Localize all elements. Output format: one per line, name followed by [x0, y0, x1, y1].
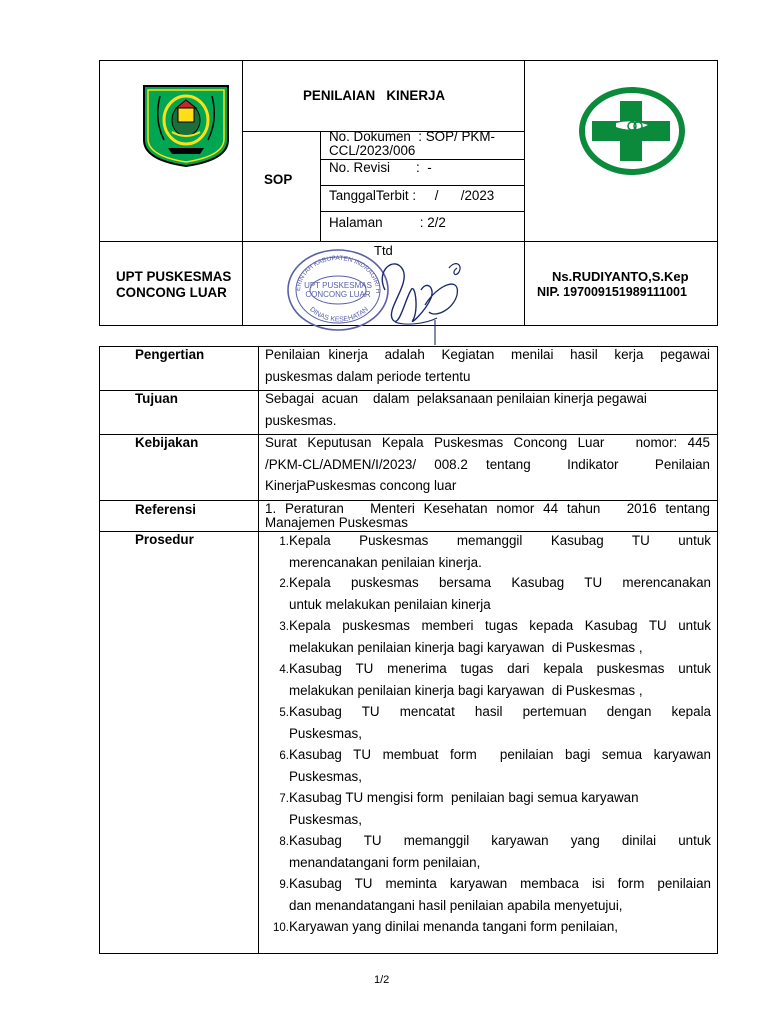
unit-name-line1: UPT PUSKESMAS: [116, 269, 232, 284]
stamp-bottom-text: DINAS KESEHATAN: [308, 305, 370, 324]
page-footer-number: 1/2: [374, 974, 390, 986]
step-number: 7.: [279, 793, 289, 805]
procedure-step: [267, 830, 711, 873]
procedure-step: [267, 701, 711, 744]
step-line2: merencanakan penilaian kinerja.: [289, 554, 482, 570]
procedure-step: [267, 916, 711, 938]
step-number: 5.: [279, 707, 289, 719]
step-line2: melakukan penilaian kinerja bagi karyawan di Puskesmas ,: [289, 639, 643, 655]
sop-label: SOP: [264, 172, 293, 187]
section-label-referensi: Referensi: [135, 502, 197, 517]
page-number-field: Halaman : 2/2: [329, 215, 446, 230]
referensi-line1: 1. Peraturan Menteri Kesehatan nomor 44 tahun 2016 tentang: [265, 501, 710, 516]
section-label-tujuan: Tujuan: [135, 391, 178, 406]
pengertian-line1: Penilaian kinerja adalah Kegiatan menilai hasil kerja pegawai: [265, 347, 710, 362]
step-line1: Kepala puskesmas bersama Kasubag TU merencanakan: [289, 575, 711, 590]
doc-number-line1: No. Dokumen : SOP/ PKM-: [329, 129, 495, 144]
step-line2: melakukan penilaian kinerja bagi karyawan di Puskesmas ,: [289, 682, 643, 698]
stamp-center-line1: UPT PUSKESMAS: [304, 281, 372, 290]
section-text-tujuan: [265, 388, 710, 431]
puskesmas-logo: [578, 87, 686, 175]
revision-number: No. Revisi : -: [329, 160, 432, 175]
procedure-step: [267, 787, 711, 830]
document-title: PENILAIAN KINERJA: [303, 88, 446, 103]
section-label-pengertian: Pengertian: [135, 347, 205, 362]
step-line2: Puskesmas,: [289, 725, 362, 741]
svg-text:DINAS KESEHATAN: [308, 306, 370, 324]
step-line1: Kasubag TU mencatat hasil pertemuan dengan kepala: [289, 704, 711, 719]
procedure-step: [267, 873, 711, 916]
section-text-pengertian: [265, 344, 710, 387]
step-number: 8.: [279, 836, 289, 848]
issue-date: TanggalTerbit : / /2023: [329, 188, 495, 203]
signer-name: Ns.RUDIYANTO,S.Kep: [552, 269, 689, 284]
step-line1: Kasubag TU meminta karyawan membaca isi form penilaian: [289, 876, 711, 891]
stamp-top-text: ERINTAH KABUPATEN INDRAGIRI H: [294, 254, 382, 294]
procedure-step: [267, 744, 711, 787]
referensi-line2: Manajemen Puskesmas: [265, 515, 408, 530]
procedure-step: [267, 530, 711, 573]
section-text-kebijakan: [265, 432, 710, 497]
doc-number-line2: CCL/2023/006: [329, 143, 416, 158]
step-number: 10.: [273, 922, 289, 934]
step-line1: Kasubag TU membuat form penilaian bagi semua karyawan: [289, 747, 711, 762]
step-line1: Kasubag TU menerima tugas dari kepala puskesmas untuk: [289, 661, 711, 676]
step-line2: untuk melakukan penilaian kinerja: [289, 596, 491, 612]
step-line2: Puskesmas,: [289, 768, 362, 784]
section-label-kebijakan: Kebijakan: [135, 435, 199, 450]
step-number: 9.: [279, 879, 289, 891]
kebijakan-line2: /PKM-CL/ADMEN/I/2023/ 008.2 tentang Indikator Penilaian: [265, 456, 710, 472]
pengertian-line2: puskesmas dalam periode tertentu: [265, 368, 471, 384]
handwritten-signature: [365, 250, 475, 345]
procedure-step: [267, 658, 711, 701]
step-line1: Karyawan yang dinilai menanda tangani form penilaian,: [289, 919, 619, 934]
step-number: 6.: [279, 750, 289, 762]
signer-nip: NIP. 197009151989111001: [537, 285, 687, 299]
tujuan-line2: puskesmas.: [265, 412, 337, 428]
section-label-prosedur: Prosedur: [135, 532, 194, 547]
section-text-referensi: [265, 502, 710, 530]
regency-logo: [138, 82, 234, 168]
step-line2: dan menandatangani hasil penilaian apabila menyetujui,: [289, 897, 623, 913]
kebijakan-line3: KinerjaPuskesmas concong luar: [265, 478, 457, 493]
stamp-center-line2: CONCONG LUAR: [305, 290, 371, 299]
step-line2: Puskesmas,: [289, 811, 362, 827]
step-number: 3.: [279, 621, 289, 633]
step-line1: Kepala puskesmas memberi tugas kepada Kasubag TU untuk: [289, 618, 711, 633]
step-line2: menandatangani form penilaian,: [289, 854, 481, 870]
tujuan-line1: Sebagai acuan dalam pelaksanaan penilaian kinerja pegawai: [265, 391, 647, 406]
unit-name-line2: CONCONG LUAR: [116, 285, 227, 300]
step-number: 2.: [279, 578, 289, 590]
step-number: 1.: [279, 536, 289, 548]
procedure-step: [267, 572, 711, 615]
step-line1: Kasubag TU mengisi form penilaian bagi semua karyawan: [289, 790, 639, 805]
step-line1: Kepala Puskesmas memanggil Kasubag TU untuk: [289, 533, 711, 548]
step-line1: Kasubag TU memanggil karyawan yang dinilai untuk: [289, 833, 711, 848]
signature-label: Ttd: [374, 243, 393, 258]
kebijakan-line1: Surat Keputusan Kepala Puskesmas Concong Luar nomor: 445: [265, 435, 710, 450]
procedure-step: [267, 615, 711, 658]
step-number: 4.: [279, 664, 289, 676]
